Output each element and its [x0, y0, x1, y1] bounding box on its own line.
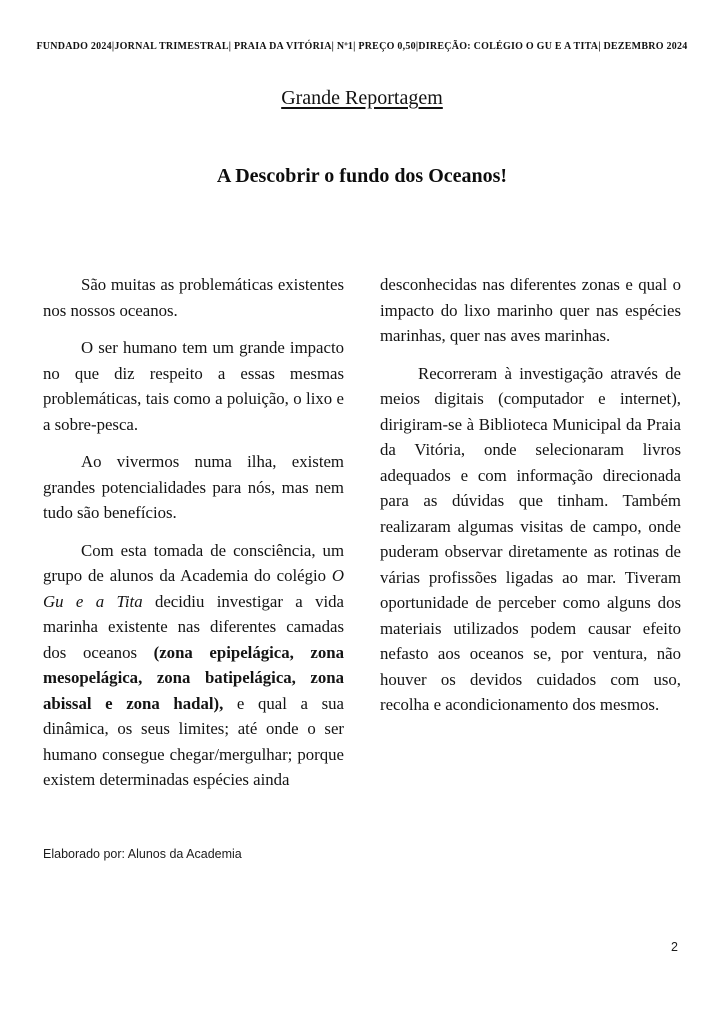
right-column — [380, 272, 681, 805]
paragraph-4 — [43, 538, 344, 793]
paragraph-4-run-normal: e qual a sua dinâmica, os seus limites; até onde o ser humano consegue chegar/mergulhar; porque existem determinadas espécies ainda — [43, 693, 344, 789]
left-column — [43, 272, 344, 805]
paragraph-4-continuation: desconhecidas nas diferentes zonas e qual o impacto do lixo marinho quer nas espécies marinhas, quer nas aves marinhas. — [380, 275, 681, 345]
byline: Elaborado por: Alunos da Academia — [43, 847, 242, 861]
paragraph-2: O ser humano tem um grande impacto no que diz respeito a essas mesmas problemáticas, tais como a poluição, o lixo e a sobre-pesca. — [43, 338, 344, 434]
paragraph-4-run-normal: decidiu investigar a vida marinha existente nas diferentes camadas dos oceanos — [43, 591, 344, 662]
article-columns — [43, 272, 681, 805]
page-number: 2 — [671, 940, 678, 954]
paragraph-4-run-normal: Com esta tomada de consciência, um grupo de alunos da Academia do colégio — [43, 540, 344, 585]
paragraph-5: Recorreram à investigação através de meios digitais (computador e internet), dirigiram-se à Biblioteca Municipal da Praia da Vitória, onde selecionaram livros adequados e com informação direcionada para as dúvidas que tinham. Também realizaram algumas visitas de campo, onde puderam observar diretamente as rotinas de várias profissões ligadas ao mar. Tiveram oportunidade de perceber como alguns dos materiais utilizados podem causar efeito nefasto aos oceanos se, por ventura, não houver os devidos cuidados com uso, recolha e acondicionamento dos mesmos. — [380, 363, 681, 714]
paragraph-4-run-bold: (zona epipelágica, zona mesopelágica, zona batipelágica, zona abissal e zona hadal), — [43, 642, 344, 713]
masthead-line: FUNDADO 2024|JORNAL TRIMESTRAL| PRAIA DA VITÓRIA| Nº1| PREÇO 0,50|DIREÇÃO: COLÉGIO O GU E A TITA| DEZEMBRO 2024 — [36, 41, 688, 52]
section-title: Grande Reportagem — [281, 87, 443, 109]
paragraph-1: São muitas as problemáticas existentes nos nossos oceanos. — [43, 275, 344, 320]
article-title: A Descobrir o fundo dos Oceanos! — [216, 165, 508, 187]
paragraph-3: Ao vivermos numa ilha, existem grandes potencialidades para nós, mas nem tudo são benefícios. — [43, 452, 344, 522]
paragraph-4-run-italic: O Gu e a Tita — [43, 566, 344, 611]
